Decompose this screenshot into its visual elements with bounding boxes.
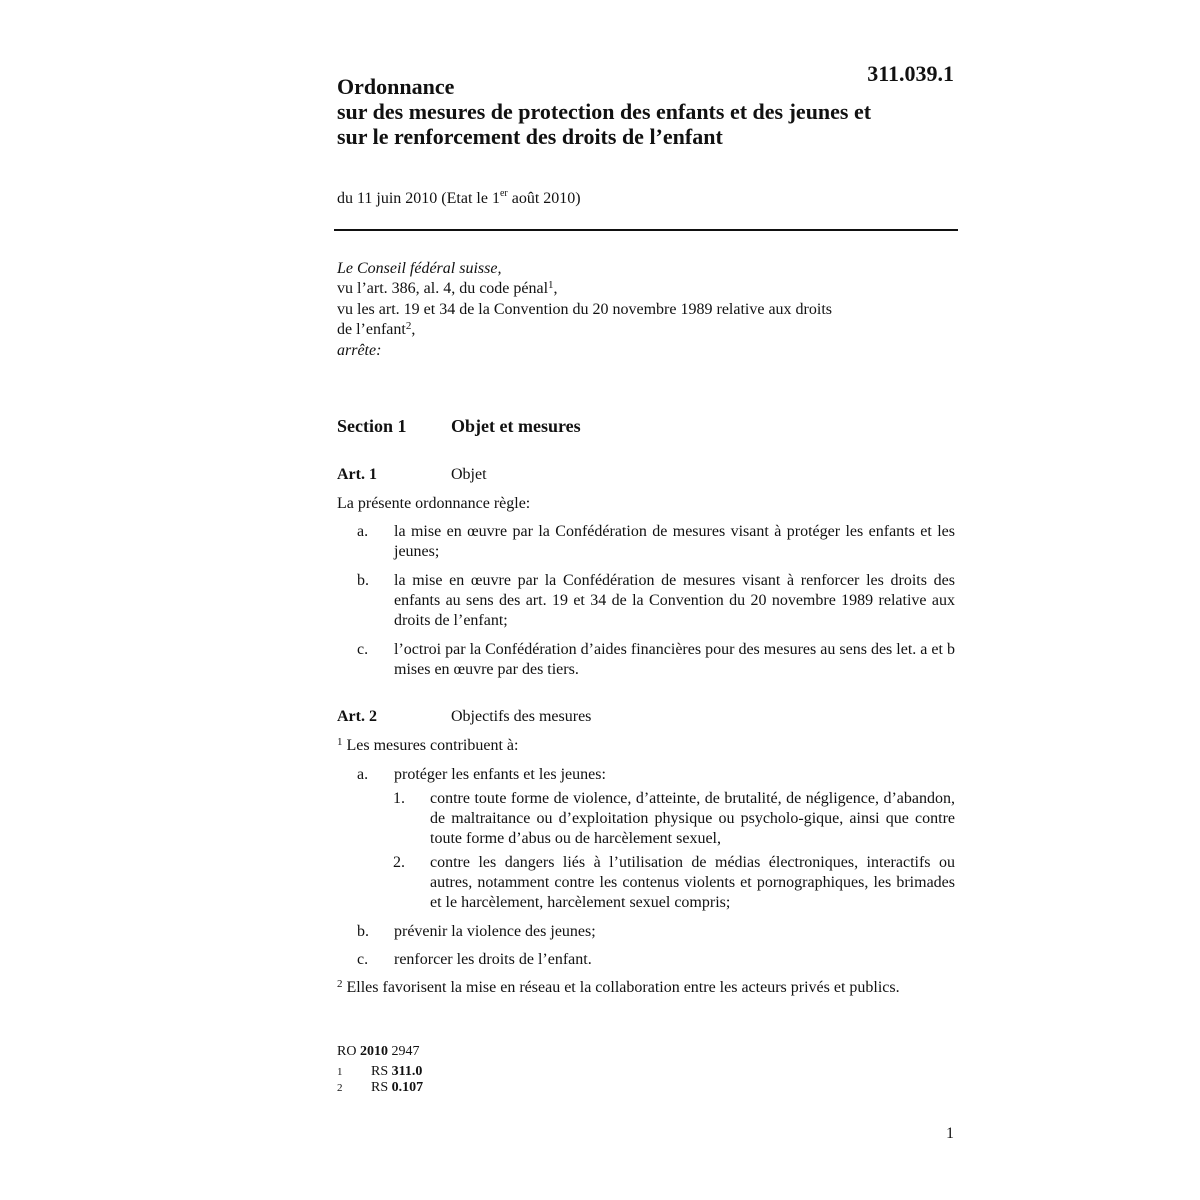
art-1-item-b	[357, 571, 955, 631]
art-1-item-a	[357, 522, 955, 562]
footnote-1	[337, 1064, 422, 1080]
item-label: b.	[357, 923, 369, 940]
title-line-1: Ordonnance	[337, 74, 455, 99]
date-suffix: août 2010)	[507, 190, 581, 207]
item-text: protéger les enfants et les jeunes:	[394, 766, 606, 783]
ro-prefix: RO	[337, 1044, 360, 1059]
art-1-number: Art. 1	[337, 466, 377, 483]
art-2-heading	[337, 706, 591, 728]
item-text: prévenir la violence des jeunes;	[394, 923, 596, 940]
art-2-item-b	[357, 922, 955, 942]
title-line-2: sur des mesures de protection des enfants et des jeunes et	[337, 99, 872, 124]
preamble-line-1-end: ,	[553, 280, 558, 297]
art-2-paragraph-2	[337, 978, 955, 999]
footnote-ref-1[interactable]: 1	[548, 279, 554, 291]
footnote-prefix: RS	[371, 1080, 392, 1095]
art-1-intro: La présente ordonnance règle:	[337, 495, 531, 512]
preamble	[337, 259, 957, 361]
footnote-ref-2[interactable]: 2	[405, 320, 412, 332]
art-2-item-c	[357, 950, 955, 970]
document-date	[337, 188, 581, 210]
paragraph-text: Les mesures contribuent à:	[342, 737, 519, 754]
preamble-authority: Le Conseil fédéral suisse,	[337, 260, 502, 277]
footnote-number: 2	[337, 1082, 343, 1094]
art-2-subitem-2	[393, 853, 955, 913]
item-label: b.	[357, 572, 369, 589]
preamble-decree: arrête:	[337, 342, 382, 359]
date-superscript: er	[499, 187, 508, 199]
paragraph-number: 1	[337, 736, 343, 748]
preamble-line-3-text: de l’enfant	[337, 321, 406, 338]
footnote-ref: 0.107	[391, 1080, 424, 1095]
preamble-line-3	[337, 320, 957, 341]
footnote-prefix: RS	[371, 1064, 392, 1079]
item-text: renforcer les droits de l’enfant.	[394, 951, 592, 968]
page-number: 1	[946, 1125, 954, 1142]
subitem-text: contre les dangers liés à l’utilisation de médias électroniques, interactifs ou autres, notamment contre les contenus violents et pornographiques, les brimades et le harcèlement, harcèlement sexuel compris;	[430, 854, 955, 911]
subitem-text: contre toute forme de violence, d’atteinte, de brutalité, de négligence, d’abandon, de maltraitance ou d’exploitation physique ou psycholo-gique, ainsi que contre toute forme d’abus ou de harcèlement sexuel,	[430, 790, 955, 847]
section-number: Section 1	[337, 416, 407, 436]
item-label: c.	[357, 641, 369, 658]
item-text: l’octroi par la Confédération d’aides financières pour des mesures au sens des let. a et b mises en œuvre par des tiers.	[394, 641, 955, 678]
document-number: 311.039.1	[867, 61, 954, 86]
subitem-label: 2.	[393, 854, 405, 871]
document-title	[337, 74, 937, 149]
item-label: c.	[357, 951, 369, 968]
art-1-heading	[337, 464, 487, 486]
art-1-item-c	[357, 640, 955, 680]
subitem-label: 1.	[393, 790, 405, 807]
art-2-item-a	[357, 765, 955, 785]
item-label: a.	[357, 523, 369, 540]
title-line-3: sur le renforcement des droits de l’enfant	[337, 124, 723, 149]
paragraph-text: Elles favorisent la mise en réseau et la collaboration entre les acteurs privés et publics.	[342, 979, 900, 996]
item-label: a.	[357, 766, 369, 783]
ro-reference	[337, 1043, 419, 1061]
ro-year: 2010	[359, 1044, 388, 1059]
preamble-line-3-end: ,	[411, 321, 416, 338]
item-text: la mise en œuvre par la Confédération de mesures visant à renforcer les droits des enfants au sens des art. 19 et 34 de la Convention du 20 novembre 1989 relative aux droits de l’enfant;	[394, 572, 955, 629]
art-2-paragraph-1	[337, 736, 955, 757]
item-text: la mise en œuvre par la Confédération de mesures visant à protéger les enfants et les jeunes;	[394, 523, 955, 560]
preamble-line-1	[337, 279, 957, 300]
section-1-heading	[337, 414, 581, 438]
art-1-title: Objet	[451, 466, 487, 483]
footnote-ref: 311.0	[391, 1064, 423, 1079]
footnote-number: 1	[337, 1066, 343, 1078]
art-2-number: Art. 2	[337, 708, 377, 725]
preamble-line-2: vu les art. 19 et 34 de la Convention du 20 novembre 1989 relative aux droits	[337, 301, 832, 318]
title-divider	[334, 229, 958, 231]
preamble-line-1-text: vu l’art. 386, al. 4, du code pénal	[337, 280, 549, 297]
art-2-title: Objectifs des mesures	[451, 708, 592, 725]
paragraph-number: 2	[337, 978, 343, 990]
ro-page: 2947	[387, 1044, 420, 1059]
art-2-subitem-1	[393, 789, 955, 849]
date-prefix: du 11 juin 2010 (Etat le 1	[337, 190, 500, 207]
footnote-2	[337, 1080, 423, 1096]
section-title: Objet et mesures	[451, 416, 581, 436]
